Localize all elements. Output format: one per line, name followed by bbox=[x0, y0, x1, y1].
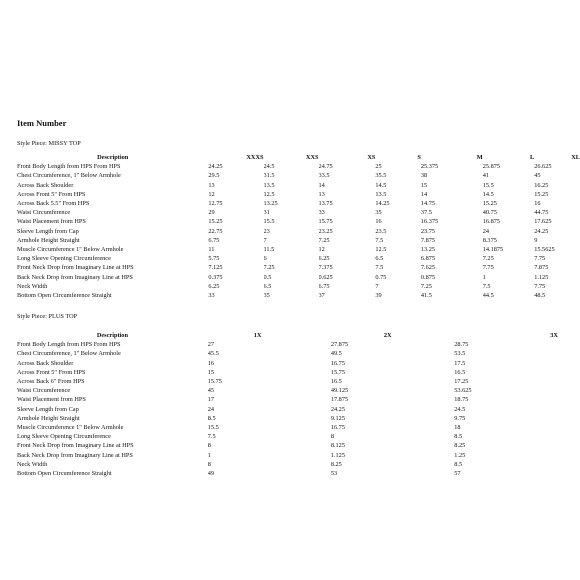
missy-size-header: L bbox=[529, 154, 535, 161]
plus-measurement-value: 45.5 bbox=[207, 350, 219, 358]
plus-measurement-value: 8.25 bbox=[454, 442, 466, 450]
missy-measurement-row bbox=[17, 181, 580, 190]
plus-measurement-value: 27.875 bbox=[330, 341, 349, 349]
plus-measurement-value: 8.25 bbox=[330, 460, 342, 468]
missy-measurement-value: 15.75 bbox=[318, 218, 333, 226]
plus-measurement-value: 28.75 bbox=[454, 341, 469, 349]
missy-measurement-value: 6.25 bbox=[208, 282, 220, 290]
plus-description-header: Description bbox=[96, 332, 128, 339]
plus-measurement-value: 1.125 bbox=[330, 451, 345, 459]
missy-measurement-value: 44.75 bbox=[534, 209, 549, 217]
plus-measurement-row bbox=[17, 368, 580, 377]
missy-measurement-value: 6.875 bbox=[420, 255, 436, 263]
missy-measurement-value: 31.5 bbox=[263, 172, 275, 180]
missy-size-header: XS bbox=[367, 154, 376, 161]
missy-measurement-value: 13.5 bbox=[375, 190, 387, 198]
missy-measurement-value: 14 bbox=[420, 190, 428, 198]
missy-measurement-row bbox=[17, 171, 580, 180]
missy-measurement-description: Sleeve Length from Cap bbox=[17, 227, 79, 235]
missy-measurement-value: 35 bbox=[263, 292, 270, 300]
plus-size-header: 3X bbox=[550, 332, 558, 339]
plus-measurement-description: Front Neck Drop from Imaginary Line at HPS bbox=[17, 442, 134, 450]
missy-measurement-value: 16 bbox=[534, 200, 541, 208]
missy-measurement-row bbox=[17, 236, 580, 245]
missy-style-label: Style Piece: MISSY TOP bbox=[17, 140, 81, 147]
missy-measurement-row bbox=[17, 291, 580, 300]
plus-measurement-row bbox=[17, 386, 580, 395]
missy-measurement-value: 7.25 bbox=[263, 264, 275, 272]
missy-measurement-value: 35.5 bbox=[375, 172, 387, 180]
missy-measurement-value: 23 bbox=[263, 227, 270, 235]
missy-description-header: Description bbox=[97, 154, 129, 161]
missy-measurement-value: 23.25 bbox=[318, 227, 333, 235]
missy-measurement-value: 13.25 bbox=[420, 246, 436, 254]
plus-measurement-value: 49.5 bbox=[330, 350, 342, 358]
missy-measurement-value: 12 bbox=[208, 190, 215, 198]
missy-size-header: XXXS bbox=[246, 154, 264, 161]
plus-measurement-row bbox=[17, 340, 580, 349]
plus-measurement-value: 53 bbox=[330, 470, 338, 478]
plus-size-header: 1X bbox=[253, 332, 262, 339]
missy-measurement-value: 7.375 bbox=[318, 264, 333, 272]
plus-measurement-row bbox=[17, 349, 580, 358]
missy-measurement-value: 7.5 bbox=[375, 236, 384, 244]
plus-measurement-value: 27 bbox=[207, 341, 215, 349]
plus-measurement-value: 45 bbox=[207, 387, 215, 395]
missy-measurement-value: 24.5 bbox=[263, 163, 275, 171]
missy-measurement-value: 12.5 bbox=[375, 246, 387, 254]
missy-measurement-value: 15.25 bbox=[482, 200, 497, 208]
missy-measurement-value: 29.5 bbox=[208, 172, 220, 180]
plus-measurement-row bbox=[17, 469, 580, 478]
missy-measurement-value: 33 bbox=[318, 209, 325, 217]
missy-size-header: XL bbox=[571, 154, 580, 161]
missy-measurement-value: 13 bbox=[208, 181, 215, 189]
missy-measurement-description: Armhole Height Straight bbox=[17, 236, 80, 244]
missy-measurement-value: 15.5 bbox=[482, 181, 494, 189]
missy-measurement-value: 14.75 bbox=[420, 200, 436, 208]
missy-measurement-value: 6.75 bbox=[208, 236, 220, 244]
missy-measurement-value: 44.5 bbox=[482, 292, 494, 300]
missy-measurement-description: Waist Placement from HPS bbox=[17, 218, 86, 226]
missy-size-header: XXS bbox=[305, 154, 319, 161]
missy-measurement-value: 9 bbox=[534, 236, 538, 244]
missy-measurement-value: 7.625 bbox=[420, 264, 436, 272]
missy-measurement-value: 0.375 bbox=[208, 273, 223, 281]
plus-measurement-row bbox=[17, 432, 580, 441]
missy-measurement-value: 16.25 bbox=[534, 181, 549, 189]
missy-measurement-row bbox=[17, 190, 580, 199]
missy-measurement-value: 0.625 bbox=[318, 273, 333, 281]
missy-measurement-value: 40.75 bbox=[482, 209, 497, 217]
plus-measurement-value: 1 bbox=[207, 451, 211, 459]
missy-measurement-value: 35 bbox=[375, 209, 382, 217]
plus-measurement-description: Across Front 5" From HPS bbox=[17, 368, 86, 376]
plus-spec-table bbox=[17, 331, 580, 478]
missy-measurement-value: 37 bbox=[318, 292, 325, 300]
plus-measurement-value: 8.5 bbox=[454, 460, 463, 468]
missy-measurement-value: 38 bbox=[420, 172, 428, 180]
missy-measurement-value: 14 bbox=[318, 181, 325, 189]
missy-measurement-value: 15.5625 bbox=[534, 246, 555, 254]
missy-measurement-description: Neck Width bbox=[17, 282, 48, 290]
missy-measurement-value: 23.5 bbox=[375, 227, 387, 235]
missy-measurement-value: 26.625 bbox=[534, 163, 552, 171]
missy-measurement-value: 24.75 bbox=[318, 163, 333, 171]
plus-measurement-value: 15 bbox=[207, 368, 215, 376]
missy-measurement-row bbox=[17, 263, 580, 272]
missy-measurement-value: 6.75 bbox=[318, 282, 330, 290]
plus-measurement-row bbox=[17, 460, 580, 469]
missy-measurement-row bbox=[17, 162, 580, 171]
missy-measurement-value: 41 bbox=[482, 172, 489, 180]
plus-measurement-description: Muscle Circumference 1" Below Armhole bbox=[17, 424, 124, 432]
missy-measurement-value: 14.25 bbox=[375, 200, 390, 208]
plus-measurement-value: 8 bbox=[207, 460, 211, 468]
missy-measurement-description: Across Front 5" From HPS bbox=[17, 190, 86, 198]
plus-measurement-value: 49 bbox=[207, 470, 215, 478]
plus-measurement-description: Waist Circumference bbox=[17, 387, 71, 395]
missy-measurement-value: 17.625 bbox=[534, 218, 552, 226]
document-title: Item Number bbox=[17, 118, 67, 128]
missy-measurement-value: 31 bbox=[263, 209, 270, 217]
plus-measurement-row bbox=[17, 395, 580, 404]
missy-measurement-description: Bottom Open Circumference Straight bbox=[17, 292, 112, 300]
plus-style-label: Style Piece: PLUS TOP bbox=[17, 313, 78, 320]
missy-measurement-value: 12.5 bbox=[263, 190, 275, 198]
missy-measurement-value: 29 bbox=[208, 209, 215, 217]
plus-measurement-value: 16.75 bbox=[330, 359, 345, 367]
missy-measurement-value: 7.875 bbox=[534, 264, 549, 272]
missy-measurement-value: 6 bbox=[263, 255, 267, 263]
missy-measurement-value: 0.75 bbox=[375, 273, 387, 281]
missy-measurement-description: Waist Circumference bbox=[17, 209, 71, 217]
plus-measurement-value: 8 bbox=[207, 442, 211, 450]
plus-measurement-value: 9.125 bbox=[330, 414, 345, 422]
missy-measurement-value: 8.375 bbox=[482, 236, 497, 244]
plus-header-row bbox=[17, 331, 580, 340]
missy-measurement-row bbox=[17, 254, 580, 263]
plus-measurement-row bbox=[17, 423, 580, 432]
plus-measurement-value: 49.125 bbox=[330, 387, 349, 395]
plus-measurement-row bbox=[17, 377, 580, 386]
missy-measurement-value: 25.875 bbox=[482, 163, 501, 171]
missy-measurement-row bbox=[17, 273, 580, 282]
plus-measurement-value: 17.875 bbox=[330, 396, 349, 404]
missy-measurement-value: 7.5 bbox=[375, 264, 384, 272]
plus-measurement-value: 17.25 bbox=[454, 378, 469, 386]
missy-measurement-value: 6.5 bbox=[375, 255, 384, 263]
missy-measurement-description: Muscle Circumference 1" Below Armhole bbox=[17, 246, 124, 254]
missy-measurement-value: 15.5 bbox=[263, 218, 275, 226]
missy-measurement-value: 7.75 bbox=[534, 255, 546, 263]
plus-measurement-value: 24 bbox=[207, 405, 215, 413]
plus-measurement-row bbox=[17, 359, 580, 368]
missy-measurement-value: 13 bbox=[318, 190, 325, 198]
plus-measurement-value: 17 bbox=[207, 396, 215, 404]
plus-measurement-description: Neck Width bbox=[17, 460, 48, 468]
missy-measurement-value: 7 bbox=[375, 282, 379, 290]
missy-measurement-value: 7.5 bbox=[482, 282, 491, 290]
missy-measurement-value: 7.125 bbox=[208, 264, 223, 272]
missy-spec-table bbox=[17, 153, 580, 300]
missy-measurement-description: Across Back 5.5" From HPS bbox=[17, 200, 90, 208]
missy-measurement-description: Front Neck Drop from Imaginary Line at HPS bbox=[17, 264, 134, 272]
plus-measurement-description: Front Body Length from HPS From HPS bbox=[17, 341, 121, 349]
missy-measurement-value: 14.1875 bbox=[482, 246, 504, 254]
missy-measurement-row bbox=[17, 199, 580, 208]
missy-measurement-value: 25 bbox=[375, 163, 382, 171]
plus-measurement-value: 18 bbox=[454, 424, 461, 432]
missy-measurement-value: 33 bbox=[208, 292, 215, 300]
missy-measurement-value: 48.5 bbox=[534, 292, 546, 300]
missy-measurement-value: 16.875 bbox=[482, 218, 501, 226]
plus-measurement-value: 8.125 bbox=[330, 442, 345, 450]
missy-measurement-value: 24.25 bbox=[208, 163, 223, 171]
missy-measurement-row bbox=[17, 282, 580, 291]
missy-measurement-value: 0.5 bbox=[263, 273, 272, 281]
missy-measurement-value: 37.5 bbox=[420, 209, 432, 217]
plus-measurement-value: 53.5 bbox=[454, 350, 466, 358]
plus-measurement-value: 57 bbox=[454, 470, 461, 478]
plus-measurement-value: 16 bbox=[207, 359, 215, 367]
missy-measurement-value: 7.25 bbox=[420, 282, 432, 290]
missy-measurement-value: 5.75 bbox=[208, 255, 220, 263]
missy-measurement-value: 7.25 bbox=[482, 255, 494, 263]
missy-measurement-value: 23.75 bbox=[420, 227, 436, 235]
plus-measurement-value: 16.75 bbox=[330, 424, 345, 432]
plus-measurement-value: 8.5 bbox=[207, 414, 216, 422]
plus-measurement-description: Bottom Open Circumference Straight bbox=[17, 470, 112, 478]
plus-measurement-value: 15.75 bbox=[330, 368, 345, 376]
plus-measurement-value: 16.5 bbox=[454, 368, 466, 376]
plus-measurement-value: 15.5 bbox=[207, 424, 219, 432]
missy-measurement-value: 13.75 bbox=[318, 200, 333, 208]
plus-measurement-value: 53.625 bbox=[454, 387, 472, 395]
missy-measurement-value: 39 bbox=[375, 292, 382, 300]
plus-measurement-description: Long Sleeve Opening Circumference bbox=[17, 433, 111, 441]
plus-measurement-row bbox=[17, 441, 580, 450]
plus-measurement-value: 17.5 bbox=[454, 359, 466, 367]
missy-measurement-value: 22.75 bbox=[208, 227, 223, 235]
missy-measurement-value: 7 bbox=[263, 236, 267, 244]
plus-measurement-value: 15.75 bbox=[207, 378, 222, 386]
plus-measurement-description: Across Back Shoulder bbox=[17, 359, 74, 367]
missy-measurement-value: 1.125 bbox=[534, 273, 549, 281]
missy-measurement-value: 15 bbox=[420, 181, 428, 189]
missy-measurement-value: 12 bbox=[318, 246, 325, 254]
plus-size-header: 2X bbox=[383, 332, 392, 339]
missy-measurement-description: Back Neck Drop from Imaginary Line at HPS bbox=[17, 273, 133, 281]
missy-measurement-value: 12.75 bbox=[208, 200, 223, 208]
missy-header-row bbox=[17, 153, 580, 162]
plus-measurement-value: 8.5 bbox=[454, 433, 463, 441]
plus-measurement-description: Chest Circumference, 1" Below Armhole bbox=[17, 350, 121, 358]
plus-measurement-value: 8 bbox=[330, 433, 334, 441]
missy-measurement-value: 1 bbox=[482, 273, 486, 281]
missy-measurement-description: Front Body Length from HPS From HPS bbox=[17, 163, 121, 171]
missy-measurement-value: 16.375 bbox=[420, 218, 439, 226]
missy-measurement-value: 24 bbox=[482, 227, 489, 235]
missy-measurement-value: 7.75 bbox=[534, 282, 546, 290]
plus-measurement-description: Across Back 6" From HPS bbox=[17, 378, 85, 386]
missy-measurement-value: 33.5 bbox=[318, 172, 330, 180]
missy-measurement-value: 41.5 bbox=[420, 292, 432, 300]
missy-measurement-description: Long Sleeve Opening Circumference bbox=[17, 255, 111, 263]
missy-measurement-row bbox=[17, 227, 580, 236]
plus-measurement-value: 9.75 bbox=[454, 414, 466, 422]
missy-measurement-value: 15.25 bbox=[534, 190, 549, 198]
missy-measurement-value: 13.5 bbox=[263, 181, 275, 189]
missy-measurement-value: 16 bbox=[375, 218, 382, 226]
missy-measurement-value: 25.375 bbox=[420, 163, 439, 171]
missy-measurement-value: 11 bbox=[208, 246, 215, 254]
plus-measurement-row bbox=[17, 405, 580, 414]
missy-measurement-value: 14.5 bbox=[482, 190, 494, 198]
plus-measurement-row bbox=[17, 451, 580, 460]
missy-measurement-value: 6.5 bbox=[263, 282, 272, 290]
plus-measurement-value: 24.5 bbox=[454, 405, 466, 413]
plus-measurement-value: 24.25 bbox=[330, 405, 345, 413]
plus-measurement-description: Sleeve Length from Cap bbox=[17, 405, 79, 413]
plus-measurement-value: 16.5 bbox=[330, 378, 342, 386]
missy-measurement-value: 7.875 bbox=[420, 236, 436, 244]
missy-measurement-value: 7.75 bbox=[482, 264, 494, 272]
missy-measurement-description: Across Back Shoulder bbox=[17, 181, 74, 189]
missy-size-header: M bbox=[476, 154, 483, 161]
missy-measurement-value: 11.5 bbox=[263, 246, 275, 254]
missy-measurement-value: 14.5 bbox=[375, 181, 387, 189]
missy-measurement-value: 0.875 bbox=[420, 273, 436, 281]
missy-measurement-value: 45 bbox=[534, 172, 541, 180]
plus-measurement-value: 1.25 bbox=[454, 451, 466, 459]
missy-measurement-row bbox=[17, 217, 580, 226]
missy-measurement-value: 15.25 bbox=[208, 218, 223, 226]
missy-measurement-value: 7.25 bbox=[318, 236, 330, 244]
plus-measurement-description: Back Neck Drop from Imaginary Line at HPS bbox=[17, 451, 133, 459]
missy-measurement-row bbox=[17, 245, 580, 254]
missy-measurement-value: 13.25 bbox=[263, 200, 278, 208]
plus-measurement-row bbox=[17, 414, 580, 423]
missy-measurement-description: Chest Circumference, 1" Below Armhole bbox=[17, 172, 121, 180]
missy-measurement-value: 6.25 bbox=[318, 255, 330, 263]
plus-measurement-value: 7.5 bbox=[207, 433, 216, 441]
missy-measurement-value: 24.25 bbox=[534, 227, 549, 235]
missy-measurement-row bbox=[17, 208, 580, 217]
plus-measurement-value: 18.75 bbox=[454, 396, 469, 404]
plus-measurement-description: Waist Placement from HPS bbox=[17, 396, 86, 404]
plus-measurement-description: Armhole Height Straight bbox=[17, 414, 80, 422]
missy-size-header: S bbox=[417, 154, 421, 161]
